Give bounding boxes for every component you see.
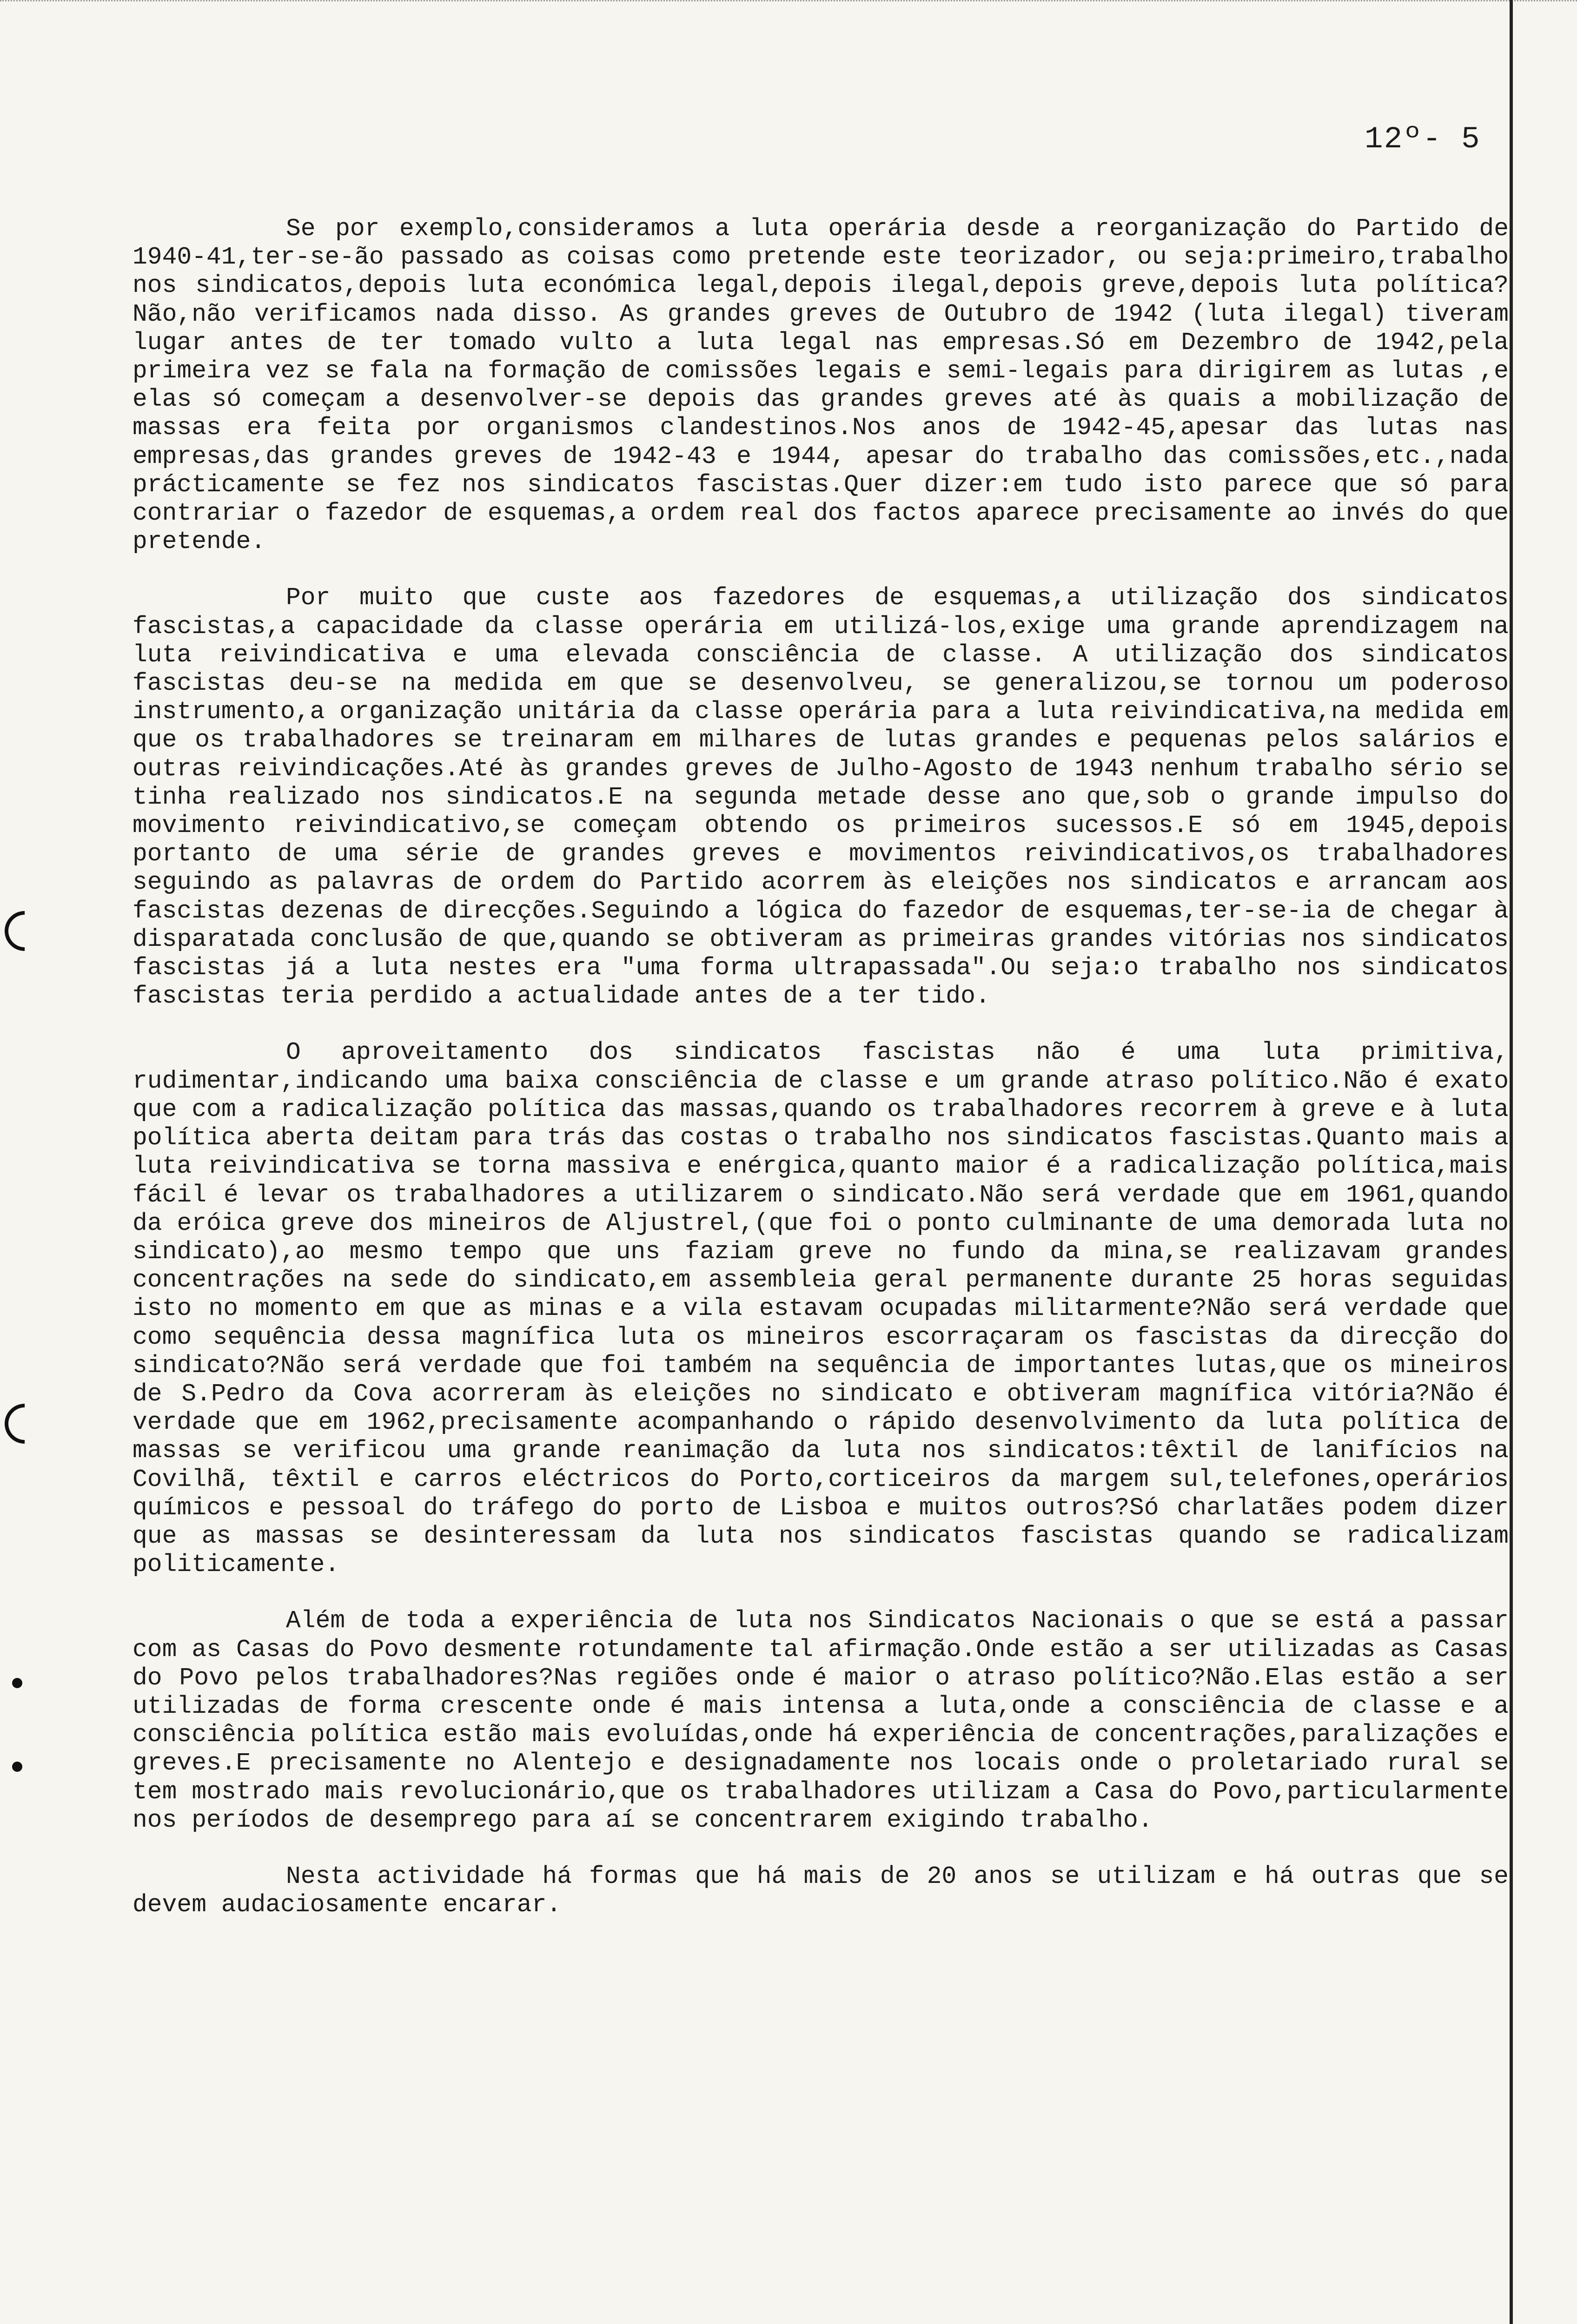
page-number: 12º- 5 [1365,122,1481,157]
ink-dot [12,1762,22,1772]
paragraph: O aproveitamento dos sindicatos fascistas não é uma luta primitiva, rudimentar,indicando uma baixa consciência de classe e um grande atraso político.Não é exato que com a radicalização política das massas,quando os trabalhadores recorrem à greve e à luta política aberta deitam para trás das costas o trabalho nos sindicatos fascistas.Quanto mais a luta reivindicativa se torna massiva e enérgica,quanto maior é a radicalização política,mais fácil é levar os trabalhadores a utilizarem o sindicato.Não será verdade que em 1961,quando da eróica greve dos mineiros de Aljustrel,(que foi o ponto culminante de uma demorada luta no sindicato),ao mesmo tempo que uns faziam greve no fundo da mina,se realizavam grandes concentrações na sede do sindicato,em assembleia geral permanente durante 25 horas seguidas isto no momento em que as minas e a vila estavam ocupadas militarmente?Não será verdade que como sequência dessa magnífica luta os mineiros escorraçaram os fascistas da direcção do sindicato?Não será verdade que foi também na sequência de importantes lutas,que os mineiros de S.Pedro da Cova acorreram às eleições no sindicato e obtiveram magnífica vitória?Não é verdade que em 1962,precisamente acompanhando o rápido desenvolvimento da luta política de massas se verificou uma grande reanimação da luta nos sindicatos:têxtil de lanifícios na Covilhã, têxtil e carros eléctricos do Porto,corticeiros da margem sul,telefones,operários químicos e pessoal do tráfego do porto de Lisboa e muitos outros?Só charlatães podem dizer que as massas se desinteressam da luta nos sindicatos fascistas quando se radicalizam politicamente. [133,1038,1509,1579]
body-text [133,215,1509,1947]
right-margin-line [1510,0,1513,2324]
top-page-edge [0,0,1577,6]
punch-hole-mark [0,1395,53,1452]
paragraph: Se por exemplo,consideramos a luta operária desde a reorganização do Partido de 1940-41,ter-se-ão passado as coisas como pretende este teorizador, ou seja:primeiro,trabalho nos sindicatos,depois luta económica legal,depois ilegal,depois greve,depois luta política?Não,não verificamos nada disso. As grandes greves de Outubro de 1942 (luta ilegal) tiveram lugar antes de ter tomado vulto a luta legal nas empresas.Só em Dezembro de 1942,pela primeira vez se fala na formação de comissões legais e semi-legais para dirigirem as lutas ,e elas só começam a desenvolver-se depois das grandes greves até às quais a mobilização de massas era feita por organismos clandestinos.Nos anos de 1942-45,apesar das lutas nas empresas,das grandes greves de 1942-43 e 1944, apesar do trabalho das comissões,etc.,nada prácticamente se fez nos sindicatos fascistas.Quer dizer:em tudo isto parece que só para contrariar o fazedor de esquemas,a ordem real dos factos aparece precisamente ao invés do que pretende. [133,215,1509,556]
paragraph: Além de toda a experiência de luta nos Sindicatos Nacionais o que se está a passar com as Casas do Povo desmente rotundamente tal afirmação.Onde estão a ser utilizadas as Casas do Povo pelos trabalhadores?Nas regiões onde é maior o atraso político?Não.Elas estão a ser utilizadas de forma crescente onde é mais intensa a luta,onde a consciência de classe e a consciência política estão mais evoluídas,onde há experiência de concentrações,paralizações e greves.E precisamente no Alentejo e designadamente nos locais onde o proletariado rural se tem mostrado mais revolucionário,que os trabalhadores utilizam a Casa do Povo,particularmente nos períodos de desemprego para aí se concentrarem exigindo trabalho. [133,1607,1509,1834]
paragraph: Por muito que custe aos fazedores de esquemas,a utilização dos sindicatos fascistas,a capacidade da classe operária em utilizá-los,exige uma grande aprendizagem na luta reivindicativa e uma elevada consciência de classe. A utilização dos sindicatos fascistas deu-se na medida em que se desenvolveu, se generalizou,se tornou um poderoso instrumento,a organização unitária da classe operária para a luta reivindicativa,na medida em que os trabalhadores se treinaram em milhares de lutas grandes e pequenas pelos salários e outras reivindicações.Até às grandes greves de Julho-Agosto de 1943 nenhum trabalho sério se tinha realizado nos sindicatos.E na segunda metade desse ano que,sob o grande impulso do movimento reivindicativo,se começam obtendo os primeiros sucessos.E só em 1945,depois portanto de uma série de grandes greves e movimentos reivindicativos,os trabalhadores seguindo as palavras de ordem do Partido acorrem às eleições nos sindicatos e arrancam aos fascistas dezenas de direcções.Seguindo a lógica do fazedor de esquemas,ter-se-ia de chegar à disparatada conclusão de que,quando se obtiveram as primeiras grandes vitórias nos sindicatos fascistas já a luta nestes era "uma forma ultrapassada".Ou seja:o trabalho nos sindicatos fascistas teria perdido a actualidade antes de a ter tido. [133,584,1509,1010]
closing-paragraph: Nesta actividade há formas que há mais de 20 anos se utilizam e há outras que se devem audaciosamente encarar. [133,1862,1509,1919]
ink-dot [12,1678,22,1688]
punch-hole-mark [0,903,53,959]
